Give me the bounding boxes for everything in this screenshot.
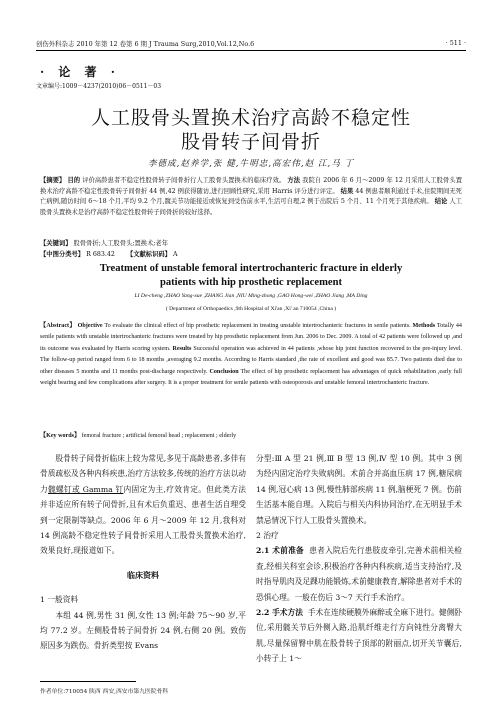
header-rule: [36, 50, 466, 51]
en-results-text: Successful operation was achieved in 44 patients ,whose hip joint function recovered to the pre-injury level. The follow-up period ranged from 6 to 18 months ,averaging 9.2 months. According to Harris standard ,the rate of excellent and good was 85.7. Two patients died due to other diseases 5 months and 11 months post-discharge respectively.: [40, 345, 462, 375]
conclusion-text: 人工股骨头置换术是治疗高龄不稳定性股骨转子间骨折的较好选择。: [40, 198, 463, 216]
en-conclusion-label: Conclusion: [209, 368, 239, 375]
methods-label: 方法: [287, 177, 301, 184]
en-results-label: Results: [172, 345, 192, 352]
method-label: 2.2 手术方法: [256, 608, 303, 618]
en-keywords-label: 【Key words】: [40, 433, 81, 439]
objective-text: 评价高龄患者不稳定性股骨转子间骨折行人工股骨头置换术的临床疗效。: [82, 177, 286, 184]
english-affiliation: ( Department of Orthopaedics ,9th Hospital of Xi'an ,Xi' an 710054 ,China ): [165, 306, 337, 312]
method-text: 手术在连续硬膜外麻醉或全麻下进行。健侧卧位,采用髋关节后外侧入路,沿肌纤维走行方向钝性分离臀大肌,尽量保留臀中肌在股骨转子顶部的附丽点,切开关节囊后,小转子上 1～: [256, 608, 462, 664]
en-methods-text: Totally 44 senile patients with unstable intertrochanteric fractures were treated by hip prosthetic replacement from Jun. 2006 to Dec. 2009. A total of 42 patients were followed up ,and its outcome was evaluated by Harris scoring system.: [40, 323, 462, 352]
section-heading-clinical: 临床资料: [127, 569, 159, 580]
body-left-column: [40, 451, 246, 654]
running-header: [36, 39, 466, 48]
abstract-en: [40, 321, 462, 389]
en-abstract-label: 【Abstract】: [40, 323, 76, 329]
en-objective-text: To evaluate the clinical effect of hip prosthetic replacement in treating unstable intertrochanteric fractures in senile patients.: [104, 323, 411, 329]
classification-paragraph: 分型:Ⅲ A 型 21 例,Ⅲ B 型 13 例,Ⅳ 型 10 例。其中 3 例为经内固定治疗失败病例。术前合并高血压病 17 例,糖尿病 14 例,冠心病 13 例,慢性肺部疾病 11 例,脑梗死 7 例。伤前生活基本能自理。入院后与相关内科协同治疗,在无明显手术禁忌情况下行人工股骨头置换术。: [256, 454, 462, 525]
preop-text: 患者入院后先行患肢皮牵引,完善术前相关检查,经相关科室会诊,积极治疗各种内科疾病,适当支持治疗,及时指导肌肉及足踝功能锻炼,术前健康教育,解除患者对手术的恐惧心理。一般在伤后 3～7 天行手术治疗。: [256, 546, 462, 602]
body-right-column: [256, 451, 462, 667]
title-line-2: 股骨转子间骨折: [180, 131, 321, 153]
en-methods-label: Methods: [412, 323, 436, 329]
section-label: · 论 著 ·: [40, 65, 120, 79]
preop-paragraph: [256, 543, 462, 605]
keywords-en: [40, 430, 462, 439]
article-number: 文章编号:1009－4237(2010)06－0511－03: [36, 83, 162, 90]
methods-text: 我院自 2006 年 6 月～2009 年 12 月采用人工股骨头置换术治疗高龄不稳定性股骨转子间骨折 44 例,42 例获得随访,进行回顾性研究,采用 Harris 评分进行评定。: [40, 177, 463, 195]
en-keywords-text: femoral fracture ; artificial femoral head ; replacement ; elderly: [81, 433, 237, 439]
clc-value: R 683.42: [86, 251, 115, 258]
english-authors: LI De-cheng ,ZHAO Yang-xue ,ZHANG Jian ,NIU Ming-zhong ,GAO Hong-wei ,ZHAO Jiang ,MA Ding: [134, 293, 368, 299]
subheading-general: 1 一般资料: [40, 595, 79, 605]
abstract-label: 【摘要】: [40, 177, 66, 184]
subheading-treatment: 2 治疗: [256, 531, 279, 541]
footnote-rule: [40, 681, 136, 682]
doc-code-label: 【文献标识码】: [126, 251, 171, 258]
en-objective-label: Objective: [77, 323, 103, 329]
objective-label: 目的: [67, 177, 81, 184]
preop-label: 2.1 术前准备: [256, 546, 304, 556]
en-conclusion-text: The effect of hip prosthetic replacement has advantages of quick rehabilitation ,early full weight bearing and few complications after surgery. It is a proper treatment for senile patients with osteoporosis and unstable femoral intertrochanteric fracture.: [40, 368, 462, 387]
keywords-label: 【关键词】: [40, 240, 72, 247]
authors: 李德成,赵养学,张 健,牛明忠,高宏伟,赵 江,马 丁: [147, 159, 355, 169]
results-label: 结果: [340, 187, 354, 195]
classification: [40, 250, 462, 261]
intro-paragraph: [40, 451, 246, 559]
english-title-line-1: Treatment of unstable femoral intertrochanteric fracture in elderly: [99, 263, 403, 274]
keywords-cn: [40, 239, 462, 250]
method-paragraph: [256, 605, 462, 667]
footnote: 作者单位:710054 陕西 西安,西安市第九医院骨科: [40, 689, 169, 695]
intro-text-b: 内固定为主,疗效肯定。但此类方法并非适应所有转子间骨折,且有术后负重迟、患者生活自理受到一定限制等缺点。2006 年 6 月～2009 年 12 月,我科对 14 例高龄不稳定性转子间骨折采用人工股骨头置换术治疗,效果良好,现报道如下。: [40, 484, 246, 556]
keywords-text: 股骨骨折;人工股骨头;置换术;老年: [73, 240, 169, 247]
journal-info: 创伤外科杂志 2010 年第 12 卷第 6 期 J Trauma Surg,2010,Vol.12,No.6: [36, 40, 255, 48]
general-data-paragraph: 本组 44 例,男性 31 例,女性 13 例;年龄 75～90 岁,平均 77.2 岁。左侧股骨转子间骨折 24 例,右侧 20 例。致伤原因多为跌伤。骨折类型按 Evans: [40, 610, 246, 651]
conclusion-label: 结论: [434, 198, 448, 206]
clc-label: 【中图分类号】: [40, 251, 85, 258]
results-text: 44 例患者顺利通过手术,住院期间无死亡病例,随访时间 6～18 个月,平均 9.2 个月,髋关节功能接近或恢复到受伤前水平,生活可自理,2 例于出院后 5 个月、11 个月死于其他疾病。: [40, 187, 462, 206]
intro-text-a: 股骨转子间骨折临床上较为常见,多见于高龄患者,多伴有骨质疏松及各种内科疾患,治疗方法较多,传统的治疗方法以动力: [40, 454, 246, 494]
english-title-line-2: patients with hip prosthetic replacement: [159, 277, 343, 288]
page-number: · 511 ·: [445, 39, 466, 47]
intro-text-underlined: 髋螺钉或 Gamma 钉: [48, 484, 124, 494]
doc-code-value: A: [172, 251, 178, 258]
abstract-cn: [40, 176, 462, 218]
title-line-1: 人工股骨头置换术治疗高龄不稳定性: [90, 107, 411, 129]
